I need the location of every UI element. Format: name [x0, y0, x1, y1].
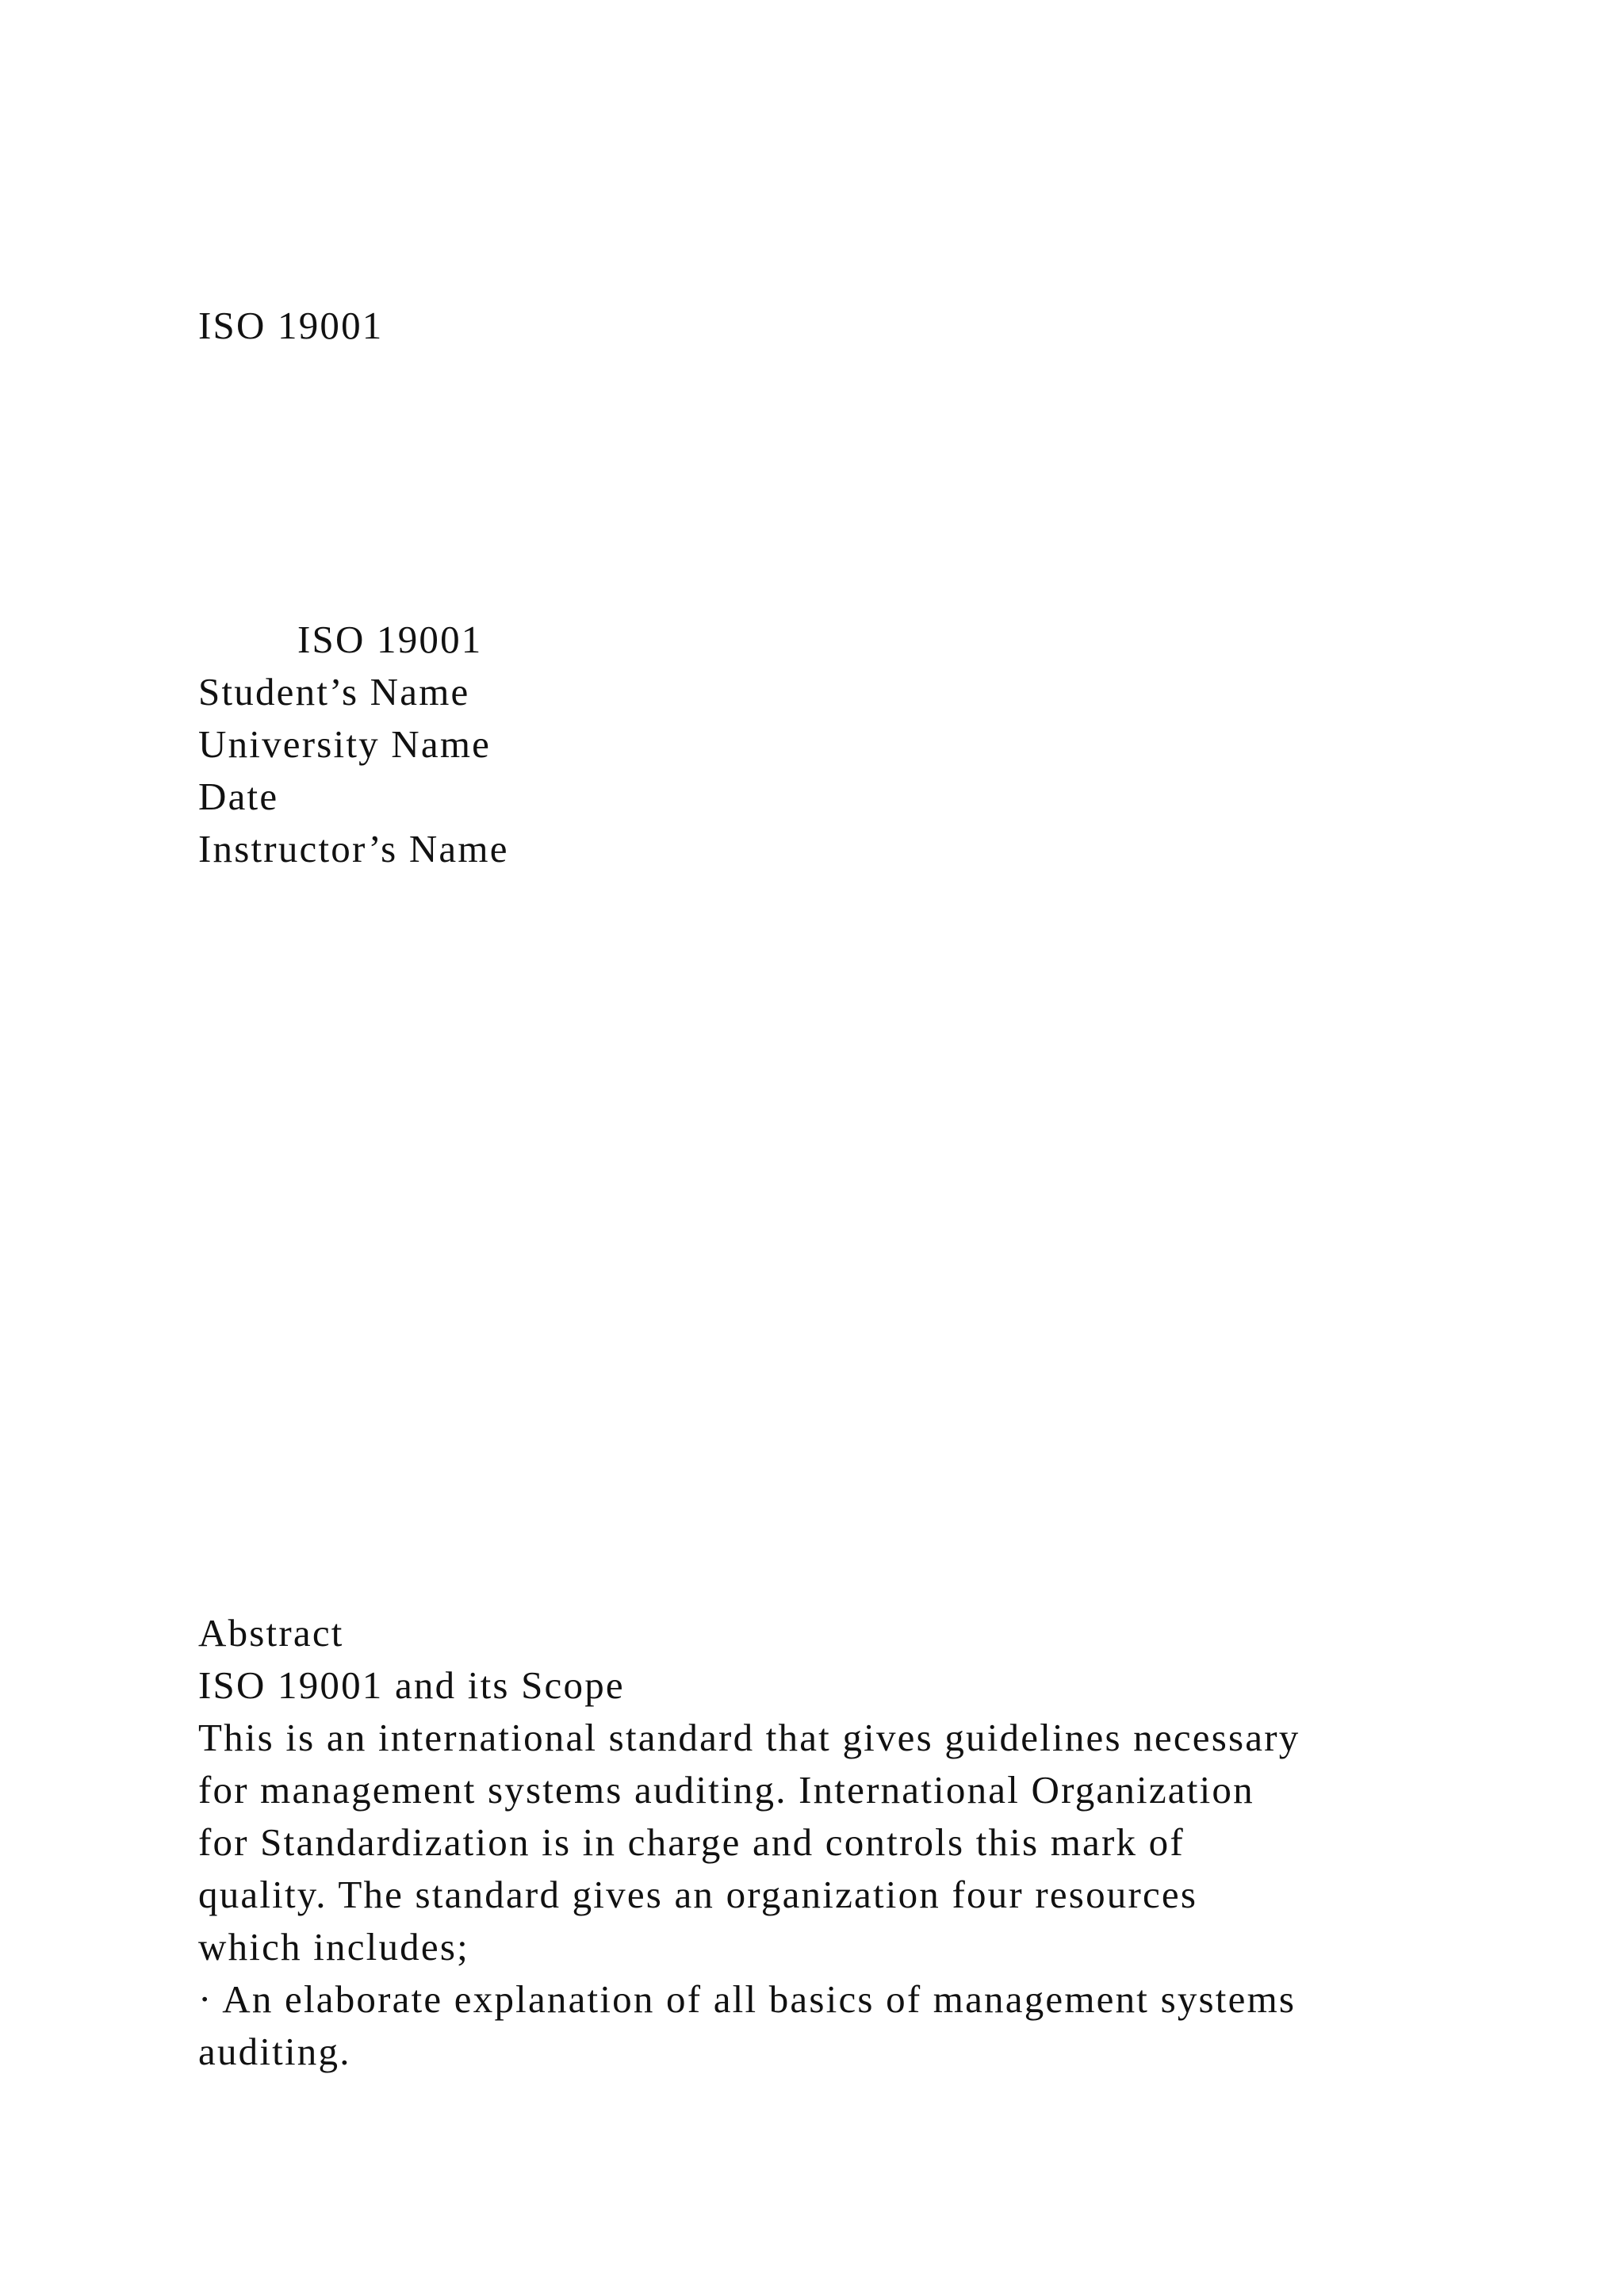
abstract-heading: Abstract	[198, 1611, 344, 1655]
bullet-item-line: · An elaborate explanation of all basics of management systems	[198, 1977, 1297, 2021]
paragraph-line: for management systems auditing. International Organization	[198, 1768, 1254, 1812]
paragraph-line: for Standardization is in charge and controls this mark of	[198, 1820, 1185, 1864]
student-name: Student’s Name	[198, 670, 470, 714]
university-name: University Name	[198, 722, 492, 766]
section-heading: ISO 19001 and its Scope	[198, 1663, 625, 1707]
instructor-name: Instructor’s Name	[198, 827, 509, 871]
paragraph-line: which includes;	[198, 1925, 469, 1969]
document-title: ISO 19001	[297, 618, 483, 661]
paragraph-line: quality. The standard gives an organization four resources	[198, 1873, 1198, 1916]
running-head: ISO 19001	[198, 304, 384, 347]
paragraph-line: This is an international standard that gives guidelines necessary	[198, 1716, 1300, 1759]
date: Date	[198, 775, 279, 818]
bullet-item-line: auditing.	[198, 2030, 351, 2073]
